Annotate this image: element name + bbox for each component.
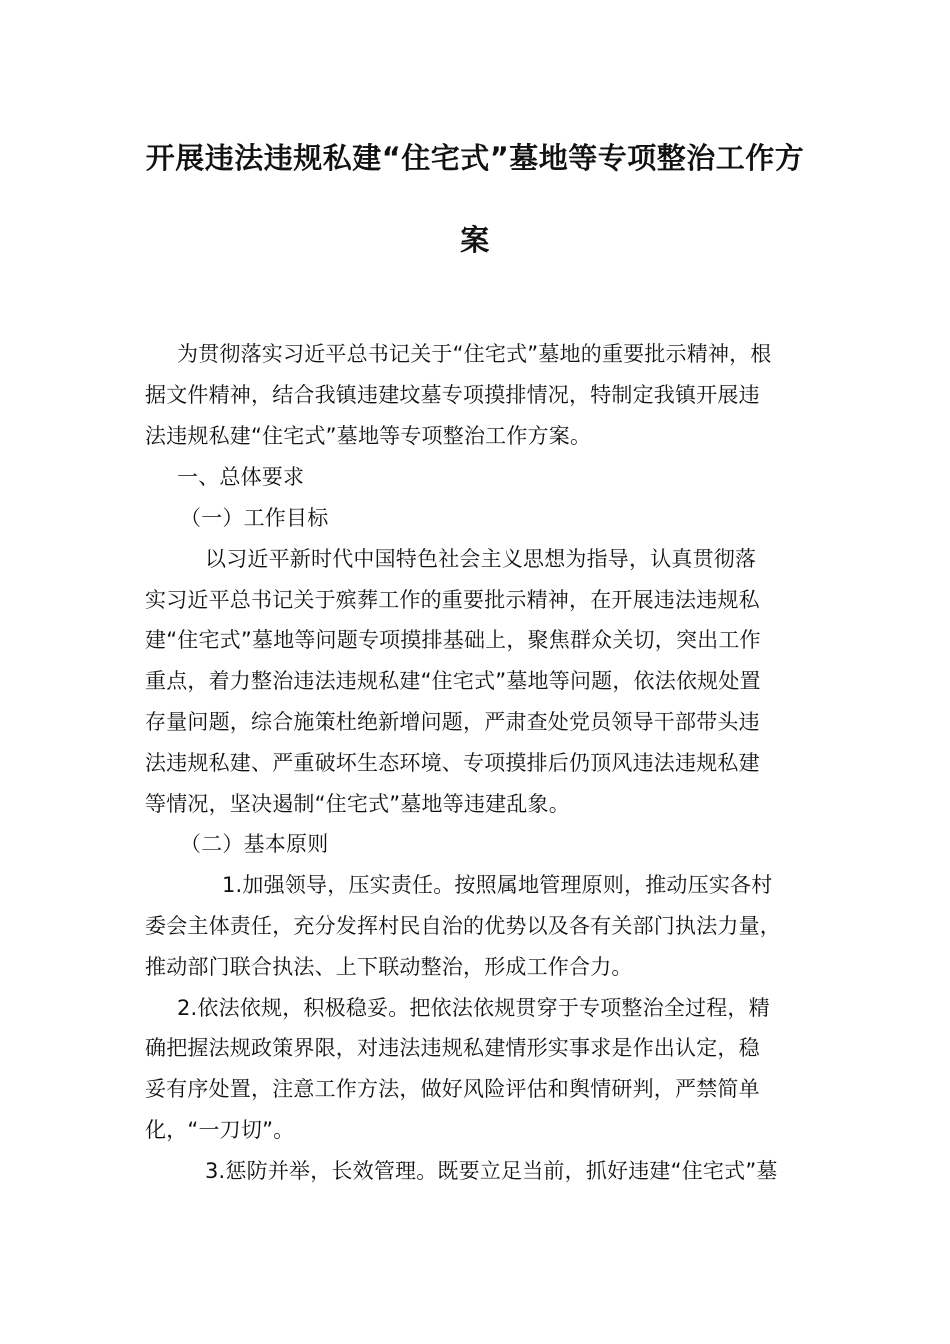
paragraph-goals-line-4: 重点，着力整治违法违规私建“住宅式”墓地等问题，依法依规处置 [145,669,761,693]
paragraph-goals-line-5: 存量问题，综合施策杜绝新增问题，严肃查处党员领导干部带头违 [145,710,760,734]
principle-2-line-2: 确把握法规政策界限，对违法违规私建情形实事求是作出认定，稳 [145,1036,760,1060]
paragraph-intro-line-1: 为贯彻落实习近平总书记关于“住宅式”墓地的重要批示精神，根 [177,342,772,366]
paragraph-goals-line-1: 以习近平新时代中国特色社会主义思想为指导，认真贯彻落 [205,547,757,571]
section-heading-general-requirements: 一、总体要求 [177,465,305,489]
principle-2-line-3: 妥有序处置，注意工作方法，做好风险评估和舆情研判，严禁简单 [145,1077,760,1101]
paragraph-intro-line-2: 据文件精神，结合我镇违建坟墓专项摸排情况，特制定我镇开展违 [145,383,760,407]
paragraph-goals-line-3: 建“住宅式”墓地等问题专项摸排基础上，聚焦群众关切，突出工作 [145,628,761,652]
paragraph-goals-line-7: 等情况，坚决遏制“住宅式”墓地等违建乱象。 [145,792,570,816]
subsection-heading-basic-principles: （二）基本原则 [180,832,329,856]
principle-2-line-4: 化，“一刀切”。 [145,1118,295,1142]
principle-3-line-1: 3.惩防并举，长效管理。既要立足当前，抓好违建“住宅式”墓 [205,1159,778,1183]
principle-1-line-3: 推动部门联合执法、上下联动整治，形成工作合力。 [145,955,633,979]
document-title-line-2: 案 [460,223,490,257]
paragraph-intro-line-3: 法违规私建“住宅式”墓地等专项整治工作方案。 [145,424,592,448]
paragraph-goals-line-2: 实习近平总书记关于殡葬工作的重要批示精神，在开展违法违规私 [145,588,760,612]
principle-1-line-1: 1.加强领导，压实责任。按照属地管理原则，推动压实各村 [222,873,773,897]
document-title-line-1: 开展违法违规私建“住宅式”墓地等专项整治工作方 [145,141,805,175]
principle-1-line-2: 委会主体责任，充分发挥村民自治的优势以及各有关部门执法力量， [145,914,781,938]
principle-2-line-1: 2.依法依规，积极稳妥。把依法依规贯穿于专项整治全过程，精 [177,996,770,1020]
subsection-heading-work-goals: （一）工作目标 [180,506,329,530]
paragraph-goals-line-6: 法违规私建、严重破坏生态环境、专项摸排后仍顶风违法违规私建 [145,751,760,775]
